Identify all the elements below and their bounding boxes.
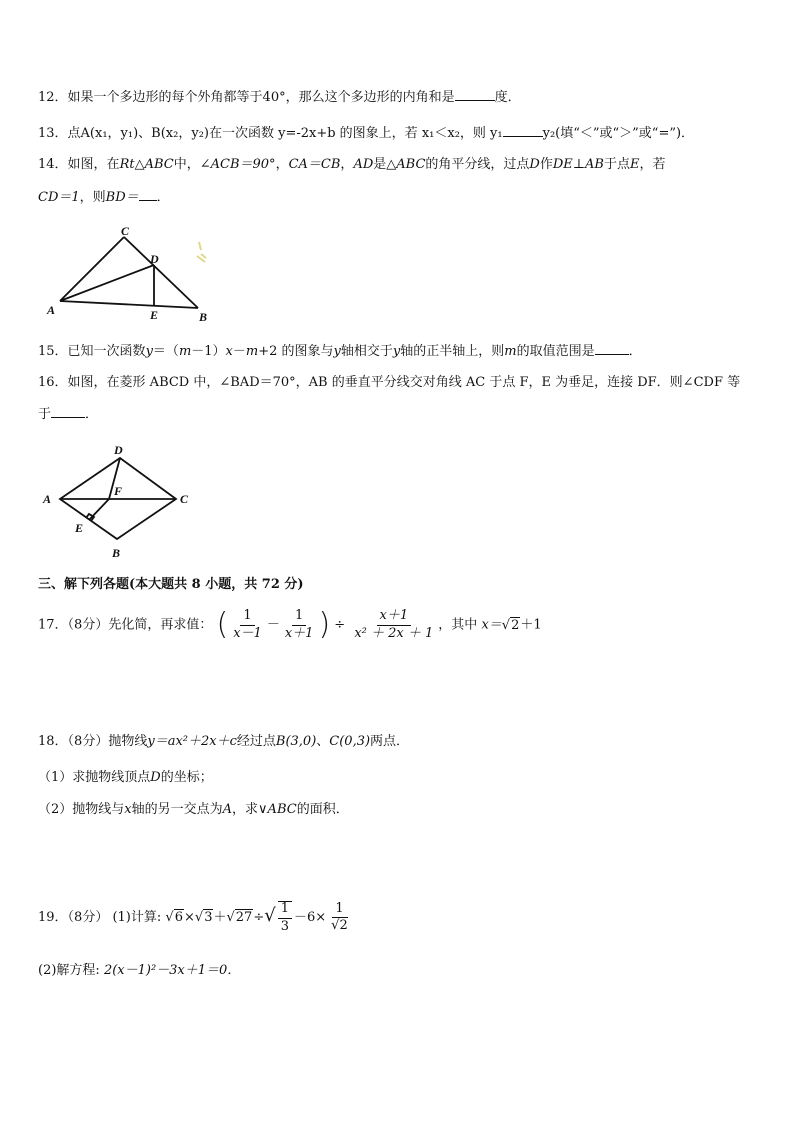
q19-sqrt-frac: √ (264, 905, 276, 926)
q14-text: 中， (173, 157, 200, 172)
q19-sqrt-3: √3 (194, 910, 213, 925)
q17-left-paren: ( (216, 607, 229, 642)
q15-text: +2 的图象与 (258, 344, 334, 359)
q15-m: m (178, 344, 192, 359)
q18-p1-text: （1）求抛物线顶点 (38, 770, 151, 785)
q19-r6: 6 (174, 910, 183, 925)
q16-label-d: D (114, 443, 123, 457)
q15-y: y (333, 344, 341, 359)
q19-divide: ÷ (253, 910, 265, 925)
question-17 (38, 608, 542, 643)
q17-f3-num: x＋1 (377, 609, 412, 625)
q18-p2-a: A (222, 802, 233, 817)
q19-r3: 3 (204, 910, 213, 925)
q13-text: 点A(x₁，y₁)、B(x₂，y₂)在一次函数 y=-2x+b 的图象上，若 x₁＜x₂，则 y₁ (67, 126, 503, 141)
q14-sep: ， (275, 157, 289, 172)
q14-point: E (629, 157, 640, 172)
q15-text: －1） (191, 344, 226, 359)
q14-text: 作 (539, 157, 553, 172)
q18-p1-d: D (150, 770, 161, 785)
q17-radicand: 2 (511, 617, 520, 633)
q15-text: ＝（ (152, 344, 179, 359)
q19-times: × (183, 910, 195, 925)
question-16-line1 (38, 374, 740, 392)
q16-label-c: C (180, 492, 189, 506)
q17-number: 17． (38, 617, 68, 633)
q18-p2-text: 轴的另一交点为 (131, 802, 223, 817)
question-14-line2 (38, 188, 170, 207)
q18-p2-x: x (124, 802, 132, 817)
q17-f3-den: x² ＋ 2x ＋ 1 (354, 625, 434, 641)
q14-triangle: △ABC (134, 157, 174, 172)
q15-end: ． (628, 344, 642, 359)
q14-cd: CD＝1 (38, 190, 80, 205)
q17-f2-den: x＋1 (284, 625, 314, 641)
q18-p2-text: 的面积． (296, 802, 349, 817)
q19-g-den: √2 (331, 918, 348, 933)
question-16-line2 (38, 405, 98, 424)
q14-triangle: △ABC (386, 157, 426, 172)
q17-fraction-3 (351, 609, 436, 641)
q14-point: D (529, 157, 540, 172)
question-13 (38, 124, 694, 143)
q16-text: 如图，在菱形 ABCD 中，∠BAD＝70°，AB 的垂直平分线交对角线 AC 于点 F，E 为垂足，连接 DF．则∠CDF 等 (67, 375, 741, 390)
q14-perp: DE⊥AB (552, 157, 604, 172)
q17-f1-num: 1 (240, 609, 254, 625)
q18-sep: 、 (316, 734, 330, 749)
q14-text: 的角平分线，过点 (425, 157, 530, 172)
q19-frac-1-3 (278, 901, 292, 934)
q18-text: 两点． (370, 734, 410, 749)
q14-text: ，则 (79, 190, 106, 205)
q17-right-paren: ) (318, 607, 331, 642)
q12-text: 如果一个多边形的每个外角都等于40°，那么这个多边形的内角和是 (67, 90, 455, 105)
q15-text: － (232, 344, 246, 359)
section-3-heading: 三、解下列各题(本大题共 8 小题，共 72 分) (38, 577, 304, 592)
q17-f1-den: x－1 (233, 625, 262, 641)
q18-point-c: C(0,3) (329, 734, 371, 749)
q14-text: 如图，在 (67, 157, 120, 172)
q17-text: 先化简，再求值： (108, 617, 213, 633)
q18-text: 抛物线 (108, 734, 148, 749)
q14-sep: ， (340, 157, 354, 172)
q14-label-e: E (150, 308, 159, 322)
q19-p1-label: (1)计算: (112, 910, 162, 925)
question-19-part2 (38, 962, 240, 980)
q14-text: 于点 (603, 157, 630, 172)
q14-label-a: A (47, 303, 56, 317)
question-18-part2 (38, 801, 349, 819)
q14-label-b: B (199, 310, 208, 324)
q14-text: 是 (373, 157, 387, 172)
q18-text: 经过点 (236, 734, 276, 749)
q18-equation: y＝ax²＋2x＋c (147, 734, 237, 749)
q19-g-num: 1 (332, 902, 346, 918)
q19-p2-label: (2)解方程: (38, 963, 100, 978)
q19-sqrt-27: √27 (226, 910, 253, 925)
q15-m: m (245, 344, 259, 359)
q19-sqrt-6: √6 (165, 910, 183, 925)
q14-segment-ca (60, 237, 124, 301)
q17-sqrt: √2 (501, 617, 520, 633)
q14-angle: ∠ACB＝90° (199, 157, 276, 172)
q17-x-eq: x＝ (481, 617, 502, 633)
question-14-line1 (38, 156, 666, 174)
q18-point-b: B(3,0) (275, 734, 317, 749)
q14-rt: Rt (119, 157, 135, 172)
q18-score: （8分） (67, 734, 109, 749)
question-12 (38, 88, 521, 107)
q19-f-num: 1 (278, 902, 292, 918)
q14-number: 14． (38, 157, 68, 172)
q18-p2-text: ，求 (232, 802, 259, 817)
q19-frac-1-sqrt2 (328, 902, 351, 934)
q15-text: 轴的正半轴上，则 (400, 344, 505, 359)
q14-bd: BD＝ (105, 190, 139, 205)
q15-text: 已知一次函数 (67, 344, 146, 359)
q19-r27: 27 (235, 910, 253, 925)
q14-label-c: C (121, 224, 130, 238)
q12-answer-blank[interactable] (455, 88, 495, 101)
q18-p2-triangle: ∨ABC (258, 802, 297, 817)
q14-ad: AD (353, 157, 374, 172)
q13-answer-blank[interactable] (503, 124, 543, 137)
question-15 (38, 342, 642, 361)
q14-end: ． (156, 190, 170, 205)
q15-x: x (225, 344, 233, 359)
q19-plus: ＋ (213, 910, 227, 925)
q19-f-den: 3 (280, 918, 289, 934)
q17-f2-num: 1 (292, 609, 306, 625)
q17-fraction-2 (282, 609, 317, 641)
q19-score: （8分） (67, 910, 109, 925)
q16-rhombus-figure (38, 440, 198, 564)
q18-p2-text: （2）抛物线与 (38, 802, 125, 817)
q19-g-radicand: 2 (339, 918, 348, 933)
q13-number: 13． (38, 126, 68, 141)
q15-number: 15． (38, 344, 68, 359)
q16-label-f: F (114, 484, 123, 498)
q18-p1-text: 的坐标； (160, 770, 213, 785)
q16-end: ． (85, 407, 99, 422)
scan-speck-mark (197, 242, 206, 262)
question-19 (38, 896, 353, 938)
q17-fraction-1 (230, 609, 265, 641)
q17-score: （8分） (67, 617, 109, 633)
q19-equation: 2(x－1)²－3x＋1＝0． (103, 963, 241, 978)
q16-number: 16． (38, 375, 68, 390)
q15-answer-blank[interactable] (595, 342, 629, 355)
q14-text: ，若 (639, 157, 666, 172)
q14-answer-blank[interactable] (139, 188, 157, 201)
q13-text-end: y₂(填“＜”或“＞”或“=”)． (542, 126, 695, 141)
q15-y: y (392, 344, 401, 359)
q16-label-e: E (75, 521, 84, 535)
q15-text: 轴相交于 (340, 344, 393, 359)
q16-answer-blank[interactable] (51, 405, 85, 418)
q12-number: 12． (38, 90, 68, 105)
q15-y: y (145, 344, 153, 359)
q14-segment-ad (60, 265, 154, 301)
q16-label-b: B (112, 546, 121, 560)
q16-segment-ef (89, 499, 109, 520)
q14-triangle-figure (40, 222, 230, 324)
scan-speck (193, 240, 209, 266)
q19-number: 19． (38, 910, 68, 925)
q15-m: m (504, 344, 517, 359)
q12-text-end: 度． (494, 90, 521, 105)
q19-minus-six: －6× (294, 910, 327, 925)
q17-tail: ，其中 (438, 617, 478, 633)
question-18-part1 (38, 769, 213, 787)
q16-label-a: A (43, 492, 52, 506)
q17-plus-one: ＋1 (520, 617, 542, 633)
q15-text: 的取值范围是 (516, 344, 595, 359)
q14-segment-ab (60, 301, 198, 308)
question-18 (38, 733, 409, 751)
q17-divide: ÷ (334, 617, 346, 633)
q14-label-d: D (150, 252, 159, 266)
q16-text: 于 (38, 407, 52, 422)
q18-number: 18． (38, 734, 68, 749)
q14-equal-sides: CA＝CB (288, 157, 341, 172)
q17-minus: － (266, 617, 280, 633)
